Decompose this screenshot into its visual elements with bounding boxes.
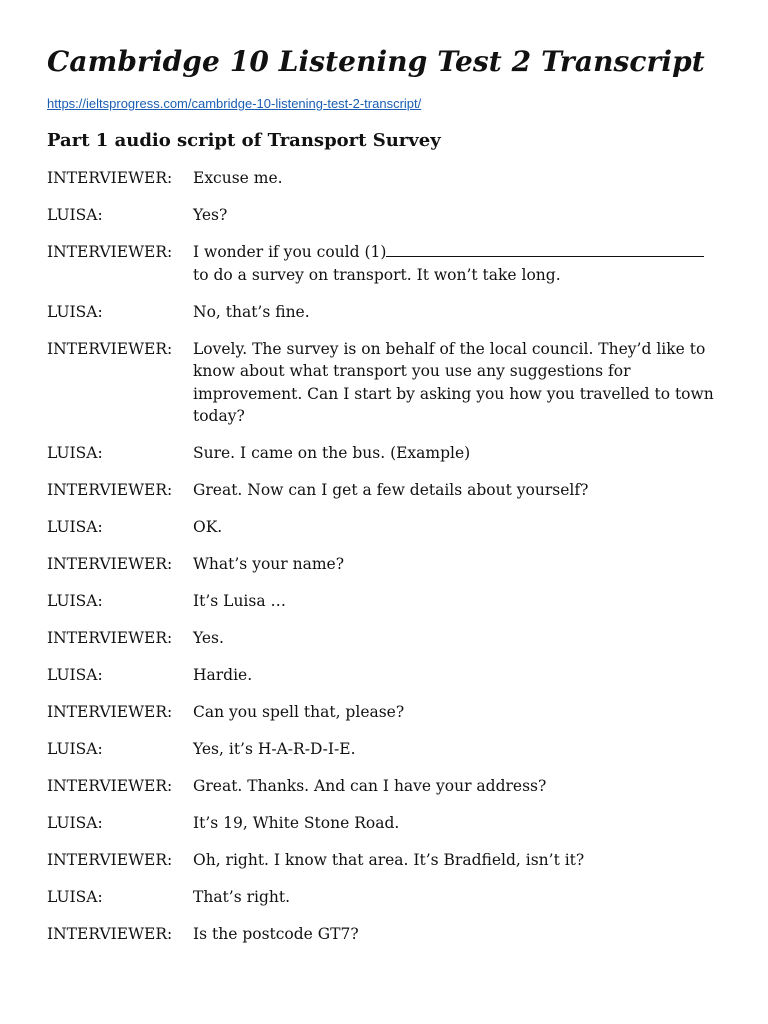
speaker-label: LUISA: [47,592,103,610]
transcript-line [47,664,717,687]
transcript-line [47,849,717,872]
transcript [47,167,717,946]
speech-text: Yes? [193,206,228,224]
speech-text: Oh, right. I know that area. It’s Bradfield, isn’t it? [193,851,585,869]
transcript-line [47,886,717,909]
transcript-line [47,812,717,835]
speech-text: OK. [193,518,223,536]
speaker-label: INTERVIEWER: [47,555,173,573]
speaker-label: LUISA: [47,206,103,224]
transcript-line [47,241,717,286]
speech-text: What’s your name? [193,555,345,573]
transcript-line [47,701,717,724]
speech-text: Yes. [193,629,224,647]
speech-text: It’s 19, White Stone Road. [193,814,400,832]
transcript-line [47,516,717,539]
speech-text: Hardie. [193,666,253,684]
answer-blank-1 [386,241,704,257]
speaker-label: LUISA: [47,302,103,321]
transcript-line [47,479,717,502]
speaker-label: INTERVIEWER: [47,169,173,187]
speech-text: Is the postcode GT7? [193,925,359,943]
speech-text: Lovely. The survey is on behalf of the local council. They’d like to know about what transport you use any suggestions for improvement. Can I start by asking you how you travelled to town today? [193,339,714,425]
transcript-line [47,442,717,465]
speech-text: Yes, it’s H-A-R-D-I-E. [193,740,356,758]
speaker-label: INTERVIEWER: [47,925,173,943]
speech-text-after-blank: to do a survey on transport. It won’t take long. [193,265,561,284]
speech-text: Excuse me. [193,169,283,187]
document-page [47,40,717,960]
speaker-label: LUISA: [47,814,103,832]
speaker-label: INTERVIEWER: [47,481,173,499]
speaker-label: INTERVIEWER: [47,851,173,869]
section-heading: Part 1 audio script of Transport Survey [47,130,441,151]
speech-text: That’s right. [193,888,291,906]
transcript-line [47,301,717,324]
speech-text: It’s Luisa … [193,592,287,610]
transcript-line [47,590,717,613]
speech-text: Great. Now can I get a few details about yourself? [193,481,589,499]
speaker-label: INTERVIEWER: [47,703,173,721]
transcript-line [47,338,717,428]
transcript-line [47,204,717,227]
transcript-line [47,775,717,798]
speaker-label: INTERVIEWER: [47,339,173,358]
speech-text [193,241,717,286]
speaker-label: INTERVIEWER: [47,629,173,647]
source-link[interactable]: https://ieltsprogress.com/cambridge-10-listening-test-2-transcript/ [47,96,422,111]
speaker-label: LUISA: [47,518,103,536]
speech-text: Sure. I came on the bus. (Example) [193,444,471,462]
speech-text: No, that’s fine. [193,302,310,321]
speaker-label: LUISA: [47,888,103,906]
transcript-line [47,167,717,190]
speaker-label: LUISA: [47,444,103,462]
speaker-label: LUISA: [47,666,103,684]
transcript-line [47,553,717,576]
speaker-label: INTERVIEWER: [47,243,173,261]
speaker-label: LUISA: [47,740,103,758]
speaker-label: INTERVIEWER: [47,777,173,795]
speech-text: Great. Thanks. And can I have your address? [193,777,547,795]
transcript-line [47,738,717,761]
document-title: Cambridge 10 Listening Test 2 Transcript [47,45,705,78]
speech-text: Can you spell that, please? [193,703,405,721]
speech-text-before-blank: I wonder if you could (1) [193,243,387,261]
transcript-line [47,627,717,650]
transcript-line [47,923,717,946]
